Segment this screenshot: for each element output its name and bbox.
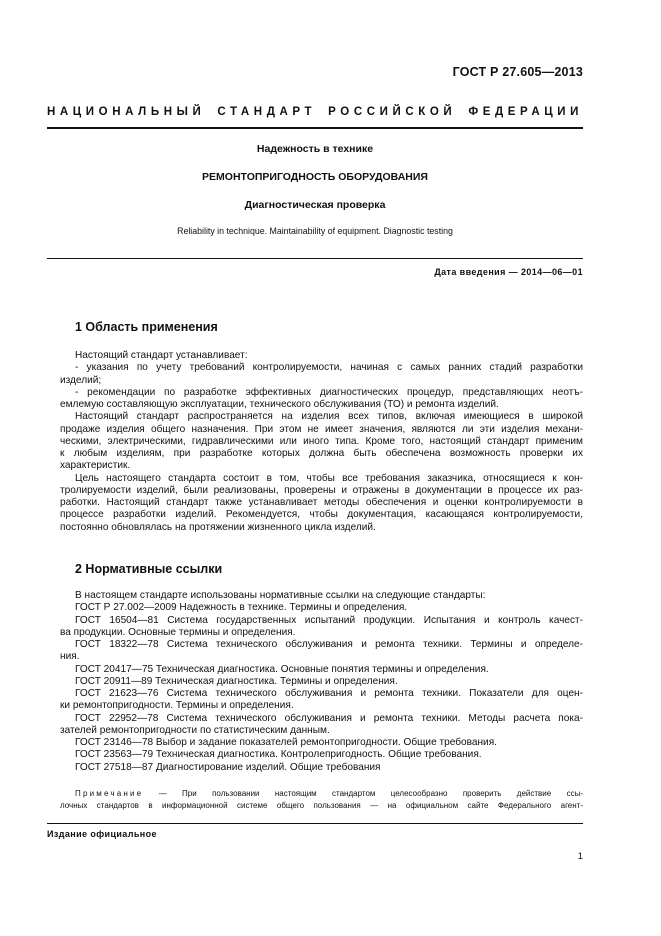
national-standard-banner — [47, 106, 583, 118]
title-divider — [47, 258, 583, 259]
note-block — [60, 788, 583, 812]
title-domain: Надежность в технике — [256, 143, 374, 155]
section-2-heading: 2 Нормативные ссылки — [75, 562, 223, 576]
text-line: работки. Настоящий стандарт также устанавливает методы обеспечения и оценки контролируемости в — [60, 497, 583, 508]
section-1-body — [60, 350, 583, 534]
text-line: продаже изделия общего назначения. При этом не имеет значения, являются ли эти изделия механи- — [60, 423, 583, 435]
reference-line: ния. — [60, 651, 80, 663]
section-2-body — [60, 590, 583, 774]
text-line: Цель настоящего стандарта состоит в том, чтобы все требования заказчика, относящиеся к кон- — [75, 472, 583, 484]
reference-line: ГОСТ 27518—87 Диагностирование изделий. Общие требования — [75, 761, 381, 773]
note-line: лочных стандартов в информационной системе общего пользования — на официальном сайте Федерального агент- — [60, 801, 583, 810]
text-line: Настоящий стандарт распространяется на изделия всех типов, включая имеющиеся в широкой — [75, 411, 583, 423]
text-line: - рекомендации по разработке эффективных диагностических процедур, представляющих неотъ- — [75, 386, 583, 398]
page-number: 1 — [577, 851, 583, 862]
title-sub: Диагностическая проверка — [244, 199, 386, 211]
banner-word: НАЦИОНАЛЬНЫЙ — [47, 106, 206, 118]
reference-line: ГОСТ 20417—75 Техническая диагностика. Основные понятия термины и определения. — [75, 663, 489, 675]
reference-line: ГОСТ 18322—78 Система технического обслуживания и ремонта техники. Термины и определе- — [75, 639, 583, 650]
text-line: постоянно обновлялась на протяжении жизненного цикла изделий. — [60, 521, 376, 533]
reference-line: ГОСТ 20911—89 Техническая диагностика. Термины и определения. — [75, 675, 398, 687]
title-main: РЕМОНТОПРИГОДНОСТЬ ОБОРУДОВАНИЯ — [202, 171, 428, 183]
note-line — [60, 788, 583, 800]
text-line: характеристик. — [60, 460, 131, 472]
reference-line: ки ремонтопригодности. Термины и определения. — [60, 700, 294, 712]
text-line: емлемую составляющую эксплуатации, технического обслуживания (ТО) и ремонта изделий. — [60, 399, 499, 410]
text-line: процессе разработки изделий. Рекомендуется, чтобы документация, касающаяся контролируемости, — [60, 509, 583, 521]
introduction-date: Дата введения — 2014—06—01 — [434, 267, 583, 277]
reference-line: ва продукции. Основные термины и определения. — [60, 626, 296, 638]
footer-divider — [47, 823, 583, 824]
banner-word: ФЕДЕРАЦИИ — [468, 106, 583, 118]
reference-line: ГОСТ 23563—79 Техническая диагностика. Контролепригодность. Общие требования. — [75, 749, 482, 761]
header-divider — [47, 127, 583, 129]
text-line: В настоящем стандарте использованы нормативные ссылки на следующие стандарты: — [75, 590, 486, 601]
title-english: Reliability in technique. Maintainability of equipment. Diagnostic testing — [177, 226, 453, 236]
reference-line: ГОСТ 16504—81 Система государственных испытаний продукции. Испытания и контроль качест- — [75, 614, 583, 626]
reference-line: зателей ремонтопригодности по статистическим данным. — [60, 724, 330, 736]
note-label: Примечание — [75, 789, 144, 798]
text-line: тролируемости изделий, были реализованы, проверены и отражены в документации в процессе их раз- — [60, 484, 583, 496]
reference-line: ГОСТ 22952—78 Система технического обслуживания и ремонта техники. Методы расчета пока- — [75, 712, 583, 724]
banner-word: РОССИЙСКОЙ — [328, 106, 457, 118]
section-1-heading: 1 Область применения — [75, 320, 218, 334]
text-line: к любым изделиям, при разработке которых должна быть обеспечена возможность проверки их — [60, 448, 583, 459]
document-code: ГОСТ Р 27.605—2013 — [452, 65, 583, 79]
text-line: ческими, электрическими, гидравлическими или иного типа. Кроме того, настоящий стандарт применим — [60, 435, 583, 447]
note-text: — При пользовании настоящим стандартом целесообразно проверить действие ссы- — [158, 789, 583, 798]
text-line: Настоящий стандарт устанавливает: — [75, 350, 248, 361]
text-line: - указания по учету требований контролируемости, начиная с самых ранних стадий разработки — [75, 362, 583, 374]
banner-word: СТАНДАРТ — [217, 106, 317, 118]
reference-line: ГОСТ Р 27.002—2009 Надежность в технике. Термины и определения. — [75, 602, 408, 614]
text-line: изделий; — [60, 374, 102, 386]
reference-line: ГОСТ 23146—78 Выбор и задание показателей ремонтопригодности. Общие требования. — [75, 737, 497, 748]
edition-label: Издание официальное — [47, 829, 157, 839]
reference-line: ГОСТ 21623—76 Система технического обслуживания и ремонта техники. Показатели для оцен- — [75, 688, 583, 699]
